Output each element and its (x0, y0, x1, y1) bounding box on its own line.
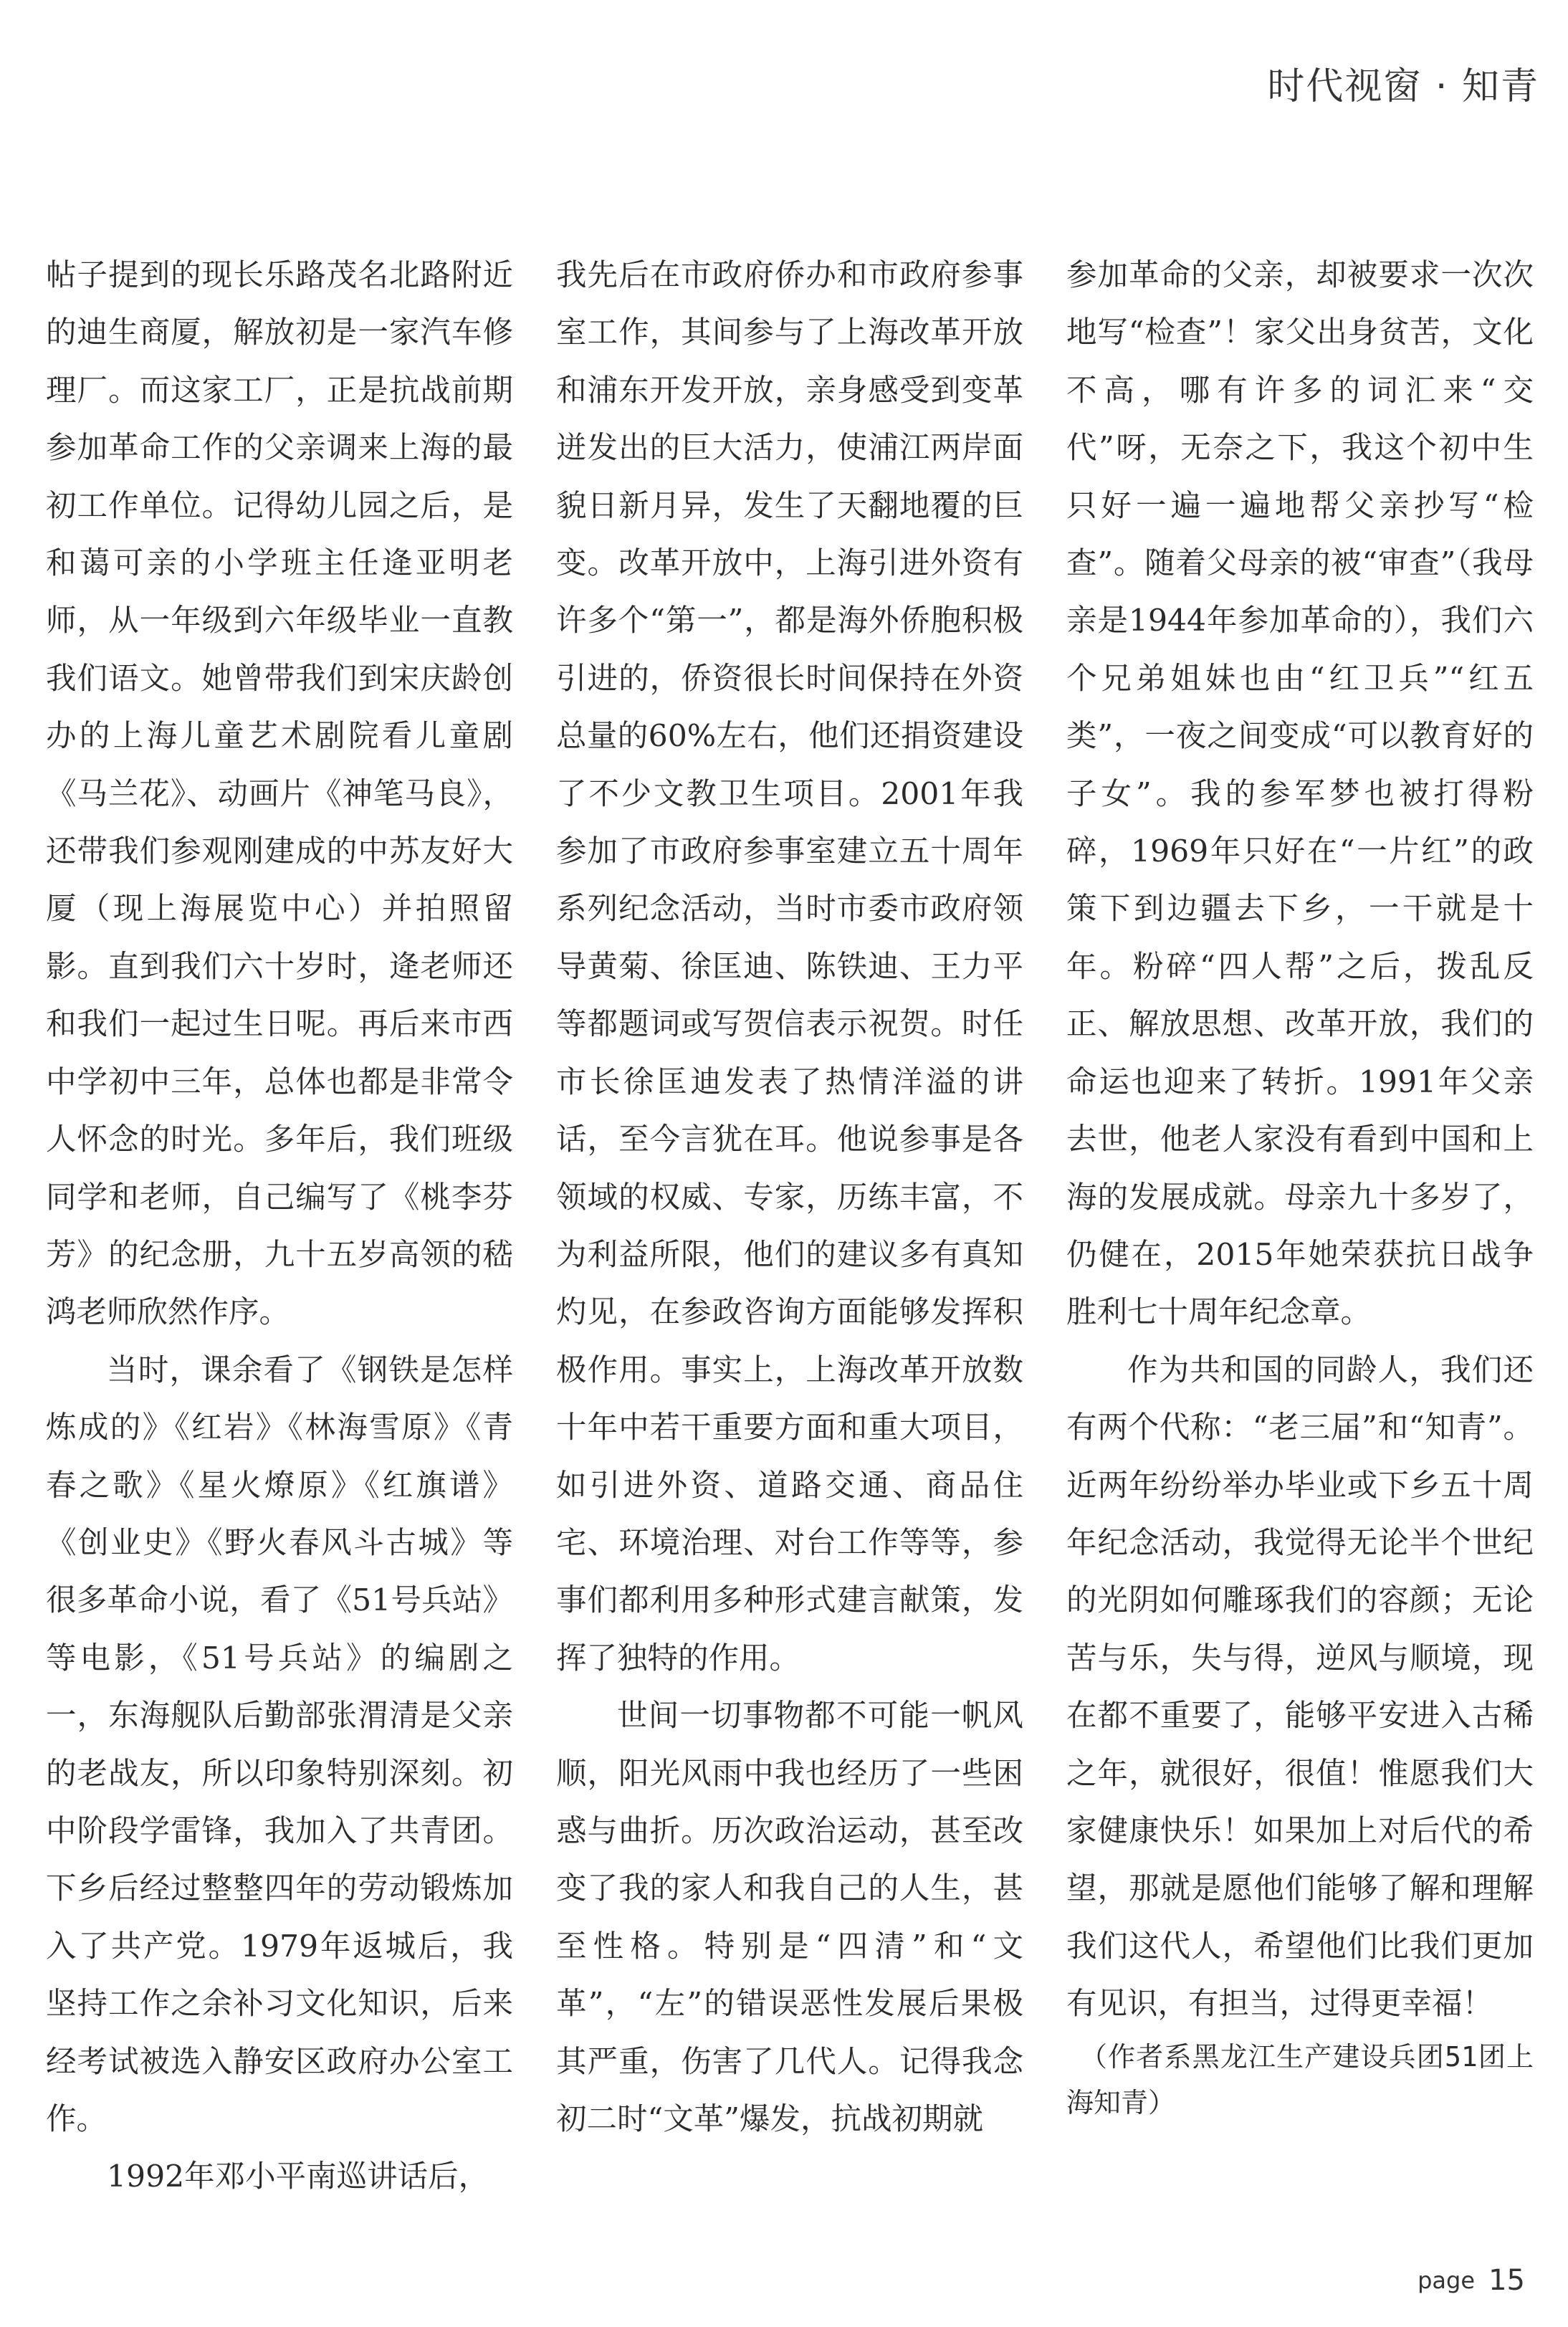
page-label: page (1418, 2267, 1475, 2294)
article-column-1 (46, 247, 513, 2207)
article-column-2 (556, 247, 1023, 2149)
author-note: （作者系黑龙江生产建设兵团51团上海知青） (1066, 2040, 1534, 2118)
page-footer (1418, 2264, 1525, 2297)
paragraph: 世间一切事物都不可能一帆风顺，阳光风雨中我也经历了一些困惑与曲折。历次政治运动，甚至改变了我的家人和我自己的人生，甚至性格。特别是“四清”和“文革”，“左”的错误恶性发展后果极其严重，伤害了几代人。记得我念初二时“文革”爆发，抗战初期就 (556, 1698, 1023, 2137)
paragraph: 当时，课余看了《钢铁是怎样炼成的》《红岩》《林海雪原》《青春之歌》《星火燎原》《红旗谱》《创业史》《野火春风斗古城》等很多革命小说，看了《51号兵站》等电影，《51号兵站》的编剧之一，东海舰队后勤部张渭清是父亲的老战友，所以印象特别深刻。初中阶段学雷锋，我加入了共青团。下乡后经过整整四年的劳动锻炼加入了共产党。1979年返城后，我坚持工作之余补习文化知识，后来经考试被选入静安区政府办公室工作。 (46, 1352, 513, 2137)
paragraph: 参加革命的父亲，却被要求一次次地写“检查”！家父出身贫苦，文化不高，哪有许多的词汇来“交代”呀，无奈之下，我这个初中生只好一遍一遍地帮父亲抄写“检查”。随着父母亲的被“审查”（我母亲是1944年参加革命的），我们六个兄弟姐妹也由“红卫兵”“红五类”，一夜之间变成“可以教育好的子女”。我的参军梦也被打得粉碎，1969年只好在“一片红”的政策下到边疆去下乡，一干就是十年。粉碎“四人帮”之后，拨乱反正、解放思想、改革开放，我们的命运也迎来了转折。1991年父亲去世，他老人家没有看到中国和上海的发展成就。母亲九十多岁了，仍健在，2015年她荣获抗日战争胜利七十周年纪念章。 (1066, 258, 1534, 1331)
paragraph: 作为共和国的同龄人，我们还有两个代称：“老三届”和“知青”。近两年纷纷举办毕业或下乡五十周年纪念活动，我觉得无论半个世纪的光阴如何雕琢我们的容颜；无论苦与乐，失与得，逆风与顺境，现在都不重要了，能够平安进入古稀之年，就很好，很值！惟愿我们大家健康快乐！如果加上对后代的希望，那就是愿他们能够了解和理解我们这代人，希望他们比我们更加有见识，有担当，过得更幸福！ (1066, 1352, 1534, 2022)
paragraph: 我先后在市政府侨办和市政府参事室工作，其间参与了上海改革开放和浦东开发开放，亲身感受到变革迸发出的巨大活力，使浦江两岸面貌日新月异，发生了天翻地覆的巨变。改革开放中，上海引进外资有许多个“第一”，都是海外侨胞积极引进的，侨资很长时间保持在外资总量的60%左右，他们还捐资建设了不少文教卫生项目。2001年我参加了市政府参事室建立五十周年系列纪念活动，当时市委市政府领导黄菊、徐匡迪、陈铁迪、王力平等都题词或写贺信表示祝贺。时任市长徐匡迪发表了热情洋溢的讲话，至今言犹在耳。他说参事是各领域的权威、专家，历练丰富，不为利益所限，他们的建议多有真知灼见，在参政咨询方面能够发挥积极作用。事实上，上海改革开放数十年中若干重要方面和重大项目，如引进外资、道路交通、商品住宅、环境治理、对台工作等等，参事们都利用多种形式建言献策，发挥了独特的作用。 (556, 258, 1023, 1676)
article-column-3 (1066, 247, 1534, 2126)
page-number: 15 (1488, 2264, 1525, 2297)
section-header: 时代视窗 · 知青 (1267, 65, 1539, 108)
paragraph: 1992年邓小平南巡讲话后， (107, 2159, 489, 2195)
paragraph: 帖子提到的现长乐路茂名北路附近的迪生商厦，解放初是一家汽车修理厂。而这家工厂，正是抗战前期参加革命工作的父亲调来上海的最初工作单位。记得幼儿园之后，是和蔼可亲的小学班主任逄亚明老师，从一年级到六年级毕业一直教我们语文。她曾带我们到宋庆龄创办的上海儿童艺术剧院看儿童剧《马兰花》、动画片《神笔马良》，还带我们参观刚建成的中苏友好大厦（现上海展览中心）并拍照留影。直到我们六十岁时，逄老师还和我们一起过生日呢。再后来市西中学初中三年，总体也都是非常令人怀念的时光。多年后，我们班级同学和老师，自己编写了《桃李芬芳》的纪念册，九十五岁高领的嵇鸿老师欣然作序。 (46, 258, 513, 1331)
